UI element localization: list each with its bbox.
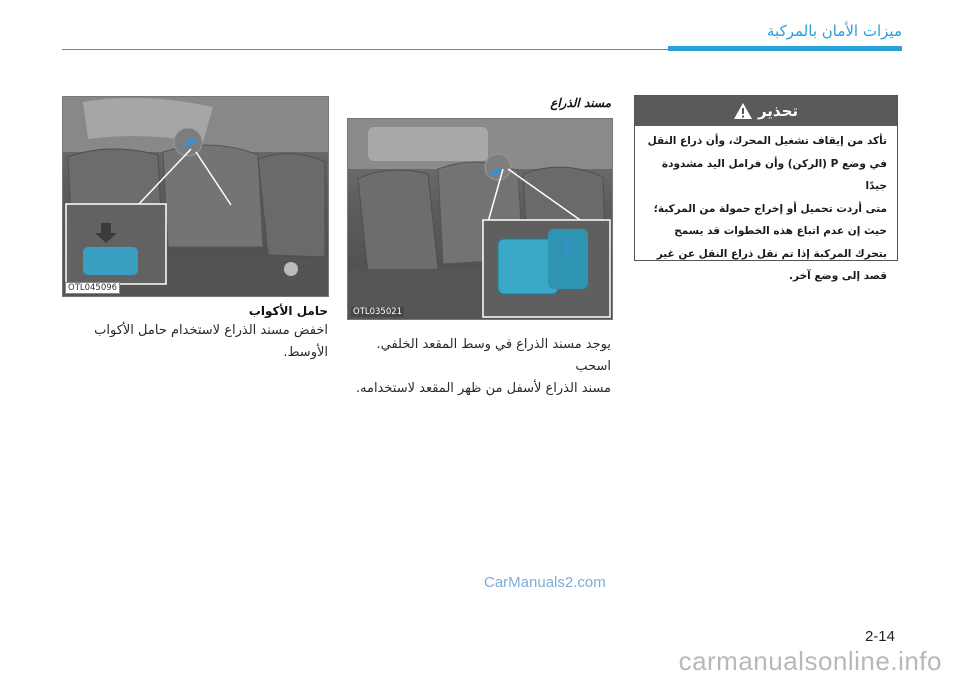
warning-header <box>635 96 897 126</box>
warning-box <box>634 95 898 282</box>
warning-line: تأكد من إيقاف تشغيل المحرك، وأن ذراع النقل <box>647 135 887 147</box>
rear-seat-illustration <box>348 119 612 319</box>
cupholder-description <box>62 320 328 364</box>
rear-seat-cupholder-illustration <box>63 97 328 296</box>
header-accent-bar <box>668 46 902 51</box>
footer-watermark: carmanualsonline.info <box>678 646 942 676</box>
cupholder-description-line: اخفض مسند الذراع لاستخدام حامل الأكواب <box>94 323 328 338</box>
warning-line: في وضع P (الركن) وأن فرامل اليد مشدودة جيدًا <box>661 157 887 192</box>
image-code-label: OTL035021 <box>353 307 403 317</box>
page-header-title: ميزات الأمان بالمركبة <box>767 22 902 40</box>
warning-triangle-icon <box>734 103 752 119</box>
carmanuals-watermark: CarManuals2.com <box>484 574 606 591</box>
warning-line: قصد إلى وضع آخر. <box>789 270 887 282</box>
armrest-photo <box>347 118 613 320</box>
armrest-description-line: يوجد مسند الذراع في وسط المقعد الخلفي. اسحب <box>376 337 611 374</box>
warning-text <box>635 126 897 288</box>
cupholder-heading: حامل الأكواب <box>248 304 328 318</box>
armrest-description-line: مسند الذراع لأسفل من ظهر المقعد لاستخدامه. <box>355 381 611 396</box>
warning-line: بتحرك المركبة إذا تم نقل ذراع النقل عن غير <box>656 247 887 260</box>
page-number: 2-14 <box>864 628 895 645</box>
warning-line: متى أردت تحميل أو إخراج حمولة من المركبة؛ <box>653 202 887 215</box>
cupholder-photo <box>62 96 329 297</box>
warning-line: حيث إن عدم اتباع هذه الخطوات قد يسمح <box>674 225 887 237</box>
armrest-description <box>346 334 611 400</box>
warning-title: تحذير <box>757 102 799 120</box>
armrest-heading: مسند الذراع <box>550 96 611 110</box>
image-code-label: OTL045096 <box>65 282 120 294</box>
cupholder-description-line: الأوسط. <box>283 345 328 360</box>
